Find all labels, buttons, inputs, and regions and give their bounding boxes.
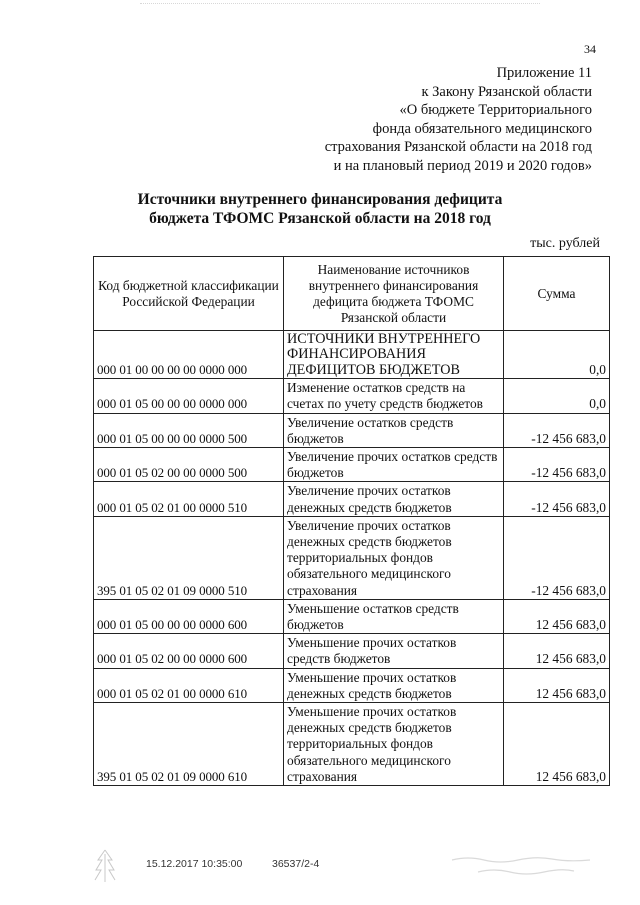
appendix-line: страхования Рязанской области на 2018 год (324, 139, 592, 156)
row-amount: 0,0 (504, 331, 610, 379)
row-amount: -12 456 683,0 (504, 413, 610, 447)
document-title (95, 190, 545, 228)
table-row (94, 448, 610, 482)
row-amount: 12 456 683,0 (504, 634, 610, 668)
footer-document-number: 36537/2-4 (272, 858, 320, 870)
table-row (94, 703, 610, 786)
appendix-line: и на плановый период 2019 и 2020 годов» (333, 157, 592, 174)
row-code: 395 01 05 02 01 09 0000 610 (94, 703, 284, 786)
row-name: Уменьшение прочих остатков средств бюджетов (284, 634, 504, 668)
table-row (94, 599, 610, 633)
row-code: 000 01 05 02 01 00 0000 510 (94, 482, 284, 516)
row-name: Изменение остатков средств на счетах по учету средств бюджетов (284, 379, 504, 413)
appendix-line: Приложение 11 (496, 65, 592, 81)
row-amount: -12 456 683,0 (504, 448, 610, 482)
page-number: 34 (584, 42, 596, 56)
row-amount: 12 456 683,0 (504, 599, 610, 633)
row-code: 000 01 05 00 00 00 0000 600 (94, 599, 284, 633)
row-name: Уменьшение прочих остатков денежных средств бюджетов территориальных фондов обязательного медицинского страхования (284, 703, 504, 786)
table-row (94, 668, 610, 702)
table-row (94, 634, 610, 668)
row-code: 000 01 05 02 00 00 0000 600 (94, 634, 284, 668)
row-code: 000 01 05 00 00 00 0000 000 (94, 379, 284, 413)
row-amount: 12 456 683,0 (504, 703, 610, 786)
table-row (94, 516, 610, 599)
table-row (94, 413, 610, 447)
row-code: 000 01 05 02 01 00 0000 610 (94, 668, 284, 702)
row-code: 000 01 05 02 00 00 0000 500 (94, 448, 284, 482)
row-amount: -12 456 683,0 (504, 516, 610, 599)
units-label: тыс. рублей (530, 236, 600, 251)
row-name: Увеличение прочих остатков средств бюджетов (284, 448, 504, 482)
appendix-line: фонда обязательного медицинского (372, 120, 592, 137)
footer-timestamp: 15.12.2017 10:35:00 (146, 858, 243, 870)
row-name: Увеличение прочих остатков денежных средств бюджетов (284, 482, 504, 516)
row-name: Увеличение остатков средств бюджетов (284, 413, 504, 447)
row-code: 000 01 05 00 00 00 0000 500 (94, 413, 284, 447)
appendix-line: к Закону Рязанской области (421, 83, 592, 100)
faded-stamp-watermark (448, 852, 598, 882)
row-name: ИСТОЧНИКИ ВНУТРЕННЕГО ФИНАНСИРОВАНИЯ ДЕФИЦИТОВ БЮДЖЕТОВ (284, 331, 504, 379)
scan-artifact-top (140, 3, 540, 8)
row-amount: 12 456 683,0 (504, 668, 610, 702)
table-row (94, 331, 610, 379)
table-header-row (94, 257, 610, 331)
title-line-2: бюджета ТФОМС Рязанской области на 2018 год (149, 210, 491, 227)
registration-stamp-icon (92, 848, 118, 884)
row-code: 395 01 05 02 01 09 0000 510 (94, 516, 284, 599)
appendix-heading (232, 64, 592, 176)
row-name: Уменьшение остатков средств бюджетов (284, 599, 504, 633)
row-name: Уменьшение прочих остатков денежных средств бюджетов (284, 668, 504, 702)
header-amount: Сумма (504, 257, 610, 331)
table-row (94, 379, 610, 413)
title-line-1: Источники внутреннего финансирования дефицита (137, 191, 503, 208)
row-amount: -12 456 683,0 (504, 482, 610, 516)
row-name: Увеличение прочих остатков денежных средств бюджетов территориальных фондов обязательного медицинского страхования (284, 516, 504, 599)
row-amount: 0,0 (504, 379, 610, 413)
header-name: Наименование источников внутреннего финансирования дефицита бюджета ТФОМС Рязанской области (284, 257, 504, 331)
table-row (94, 482, 610, 516)
header-code: Код бюджетной классификации Российской Федерации (94, 257, 284, 331)
appendix-line: «О бюджете Территориального (399, 102, 592, 119)
financing-sources-table (93, 256, 610, 786)
row-code: 000 01 00 00 00 00 0000 000 (94, 331, 284, 379)
